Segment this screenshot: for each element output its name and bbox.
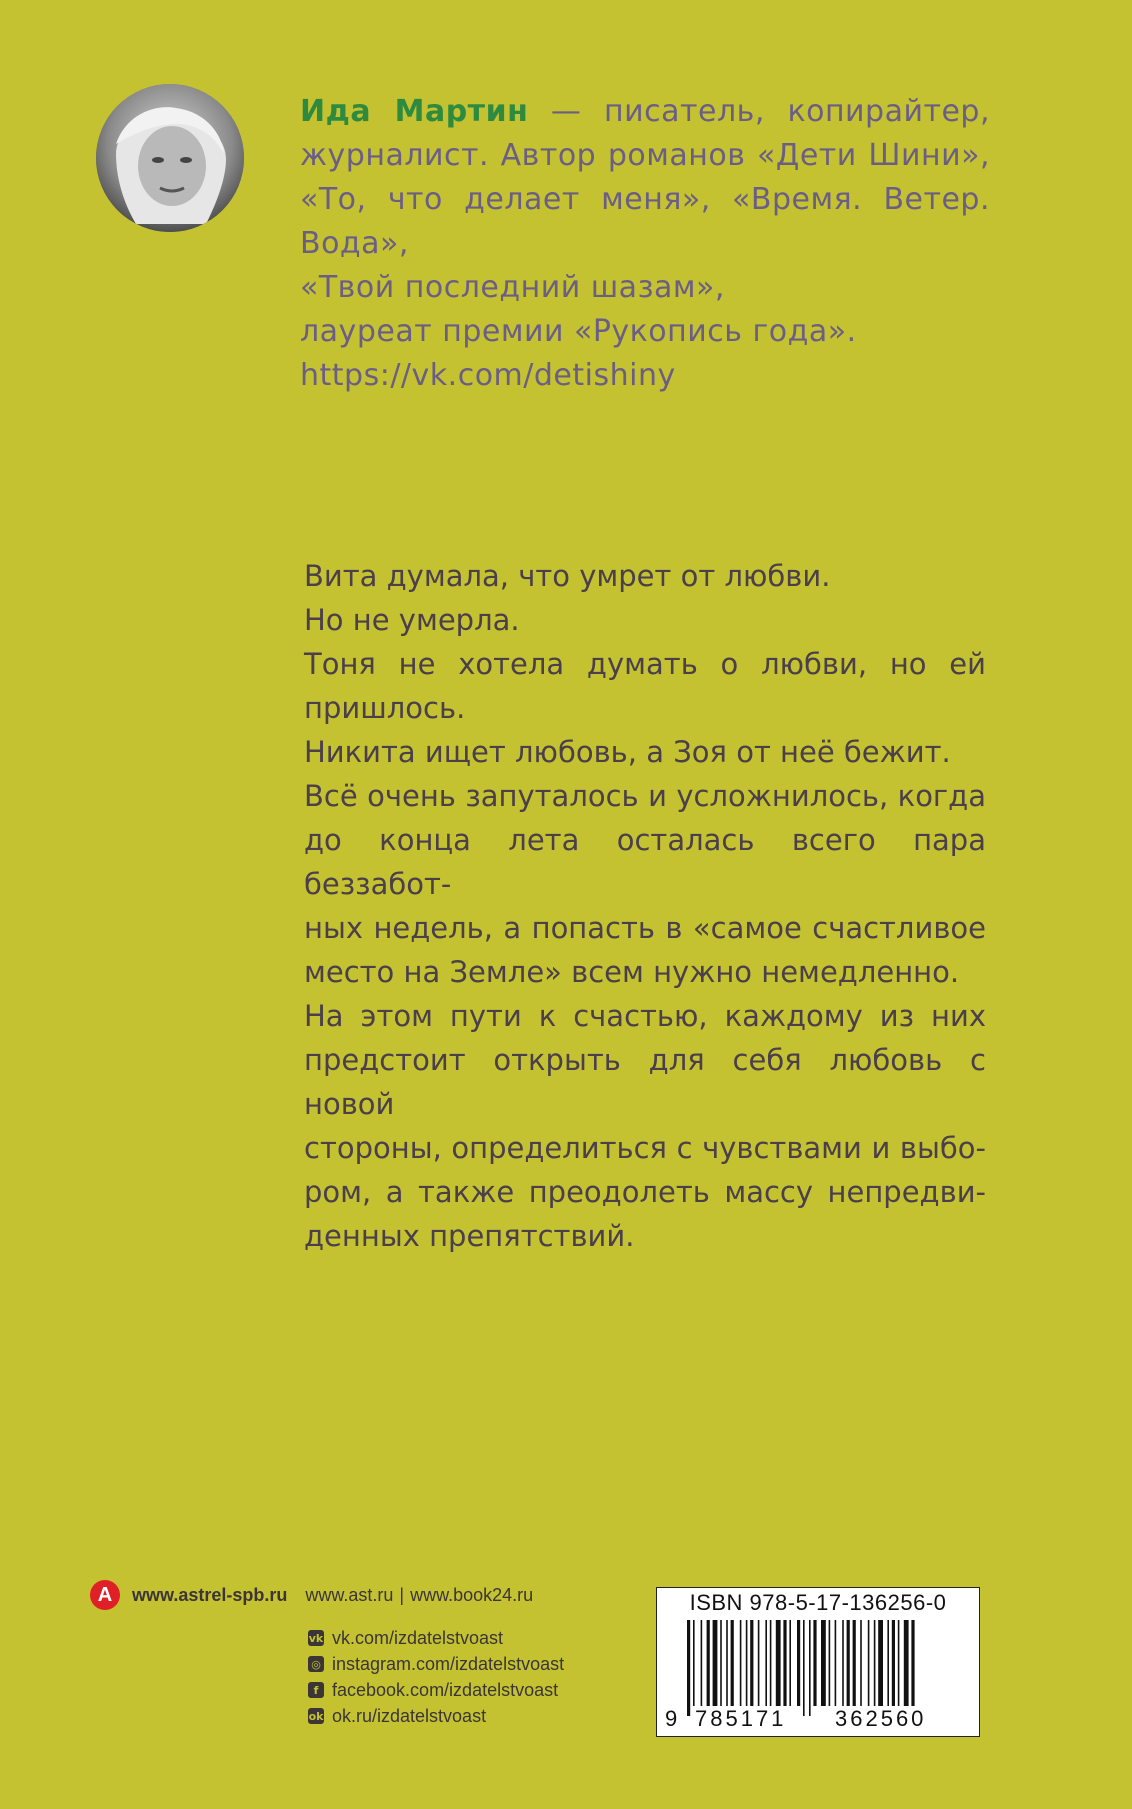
isbn-barcode [656,1587,980,1737]
blurb-line: денных препятствий. [304,1219,635,1253]
barcode-bar [860,1620,862,1706]
social-row-odnoklassniki[interactable] [308,1703,564,1729]
barcode-bar [720,1620,722,1706]
barcode-bar [770,1620,772,1706]
barcode-bar [750,1620,753,1706]
book-blurb [304,554,986,1258]
author-name: Ида Мартин [300,94,529,129]
barcode-bar [731,1620,734,1706]
blurb-line: Всё очень запуталось и усложнилось, когда [304,779,986,813]
barcode-bar [911,1620,914,1716]
social-link-text[interactable]: instagram.com/izdatelstvoast [332,1653,565,1674]
barcode-bar [776,1620,781,1706]
barcode-bar [813,1620,816,1706]
social-link-text[interactable]: ok.ru/izdatelstvoast [332,1705,487,1726]
barcode-bar [847,1620,850,1706]
social-links [308,1625,564,1729]
bio-line-1: Ида Мартин — писатель, копирайтер, [300,94,990,129]
social-row-vk[interactable] [308,1625,564,1651]
blurb-line: Тоня не хотела думать о любви, но ей пришлось. [304,647,986,725]
barcode-bar [687,1620,690,1716]
social-row-facebook[interactable] [308,1677,564,1703]
barcode-bar [853,1620,856,1706]
author-link[interactable]: https://vk.com/detishiny [300,358,676,393]
social-link-text[interactable]: vk.com/izdatelstvoast [332,1627,504,1648]
facebook-icon: f [308,1682,324,1698]
barcode-bar [740,1620,742,1706]
barcode-bar [842,1620,844,1706]
barcode-bar [713,1620,718,1706]
barcode-bar [878,1620,883,1706]
book24-site-link[interactable]: www.book24.ru [410,1584,534,1605]
site-divider: | [399,1584,405,1605]
blurb-line: стороны, определиться с чувствами и выбо- [304,1131,986,1165]
barcode-bar [707,1620,710,1706]
author-bio [300,90,990,398]
blurb-line: Но не умерла. [304,603,520,637]
barcode-bar [797,1620,800,1706]
blurb-line: Никита ищет любовь, а Зоя от неё бежит. [304,735,951,769]
author-portrait-image [96,84,244,232]
barcode-bar [701,1620,703,1706]
bio-line-2: журналист. Автор романов «Дети Шини», [300,138,990,173]
ast-site-link[interactable]: www.ast.ru [305,1584,394,1605]
blurb-line: до конца лета осталась всего пара беззабот- [304,823,986,901]
barcode-bar [809,1620,811,1716]
bio-line-3: «То, что делает меня», «Время. Ветер. Вода», [300,182,990,261]
blurb-line: ром, а также преодолеть массу непредви- [304,1175,986,1209]
author-photo [96,84,244,232]
barcode-bar [874,1620,876,1706]
publisher-links [90,1580,533,1610]
barcode-bar [868,1620,870,1706]
barcode-bar [746,1620,748,1706]
odnoklassniki-icon: ok [308,1709,324,1723]
barcode-bar [789,1620,791,1706]
isbn-number: ISBN 978-5-17-136256-0 [689,1590,947,1615]
barcode-bar [898,1620,900,1706]
barcode-bar [835,1620,837,1706]
barcode-bar [892,1620,895,1706]
barcode-bar [821,1620,826,1706]
vk-icon: vk [308,1631,324,1645]
barcode-bar [693,1620,695,1716]
social-link-text[interactable]: facebook.com/izdatelstvoast [332,1679,559,1700]
social-row-instagram[interactable] [308,1651,564,1677]
blurb-line: предстоит открыть для себя любовь с новой [304,1043,986,1121]
instagram-icon: ◎ [308,1656,324,1672]
barcode-bar [829,1620,831,1706]
ast-logo-icon: A [90,1580,120,1610]
barcode-bar [904,1620,909,1716]
blurb-line: Вита думала, что умрет от любви. [304,559,831,593]
barcode-bar [803,1620,805,1716]
barcode-bar [765,1620,767,1706]
barcode-bars [681,1620,963,1716]
barcode-bar [783,1620,786,1706]
astrel-site-link[interactable]: www.astrel-spb.ru [132,1584,288,1605]
barcode-bar [726,1620,728,1706]
blurb-line: На этом пути к счастью, каждому из них [304,999,986,1033]
barcode-digits-left: 785171 [695,1706,787,1731]
blurb-line: место на Земле» всем нужно немедленно. [304,955,960,989]
barcode-digits-right: 362560 [835,1706,927,1731]
bio-line-4: «Твой последний шазам», [300,270,725,305]
bio-line-5: лауреат премии «Рукопись года». [300,314,857,349]
barcode-bar [758,1620,760,1706]
barcode-bar [887,1620,889,1706]
blurb-line: ных недель, а попасть в «самое счастливое [304,911,986,945]
barcode-digit-first: 9 [665,1706,678,1731]
